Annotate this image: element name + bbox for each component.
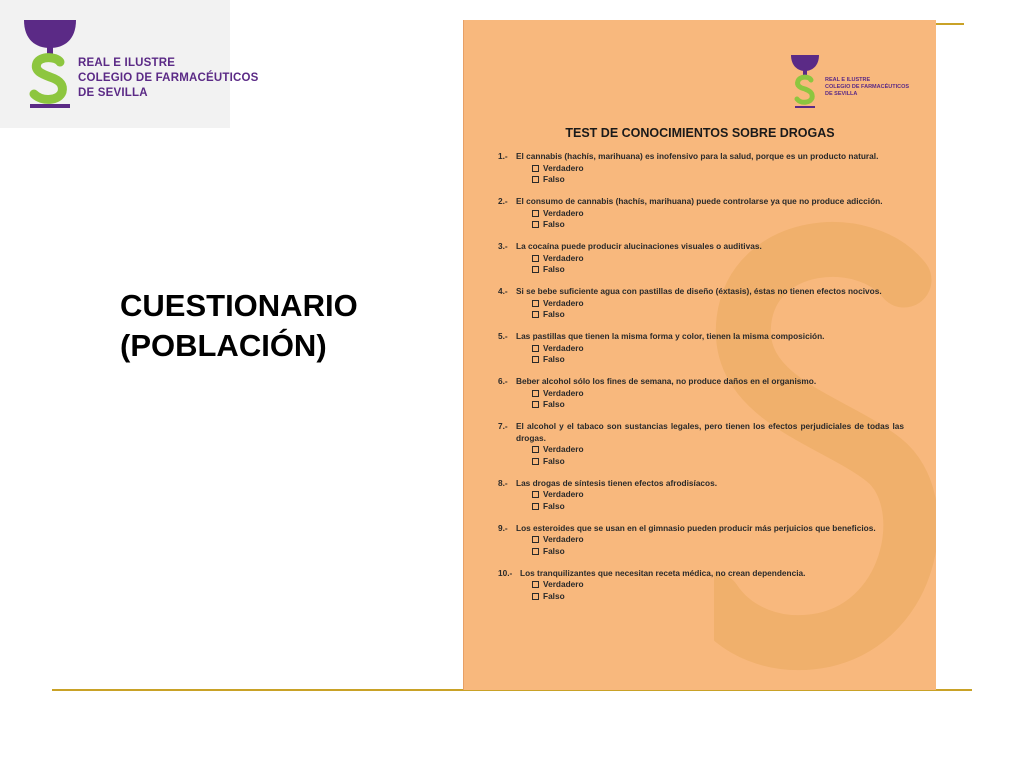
- question-text: Las pastillas que tienen la misma forma y color, tienen la misma composición.: [516, 331, 825, 341]
- option-label: Falso: [543, 354, 565, 364]
- checkbox-icon[interactable]: [532, 345, 539, 352]
- question-text-row: [498, 478, 904, 490]
- pharmacy-cup-s-icon: [22, 18, 78, 110]
- question-number: 3.-: [498, 241, 508, 251]
- option-false[interactable]: [532, 399, 904, 411]
- option-false[interactable]: [532, 219, 904, 231]
- college-name: [78, 56, 259, 101]
- question-item: [498, 241, 904, 276]
- option-label: Verdadero: [543, 489, 584, 499]
- question-number: 6.-: [498, 376, 508, 386]
- checkbox-icon[interactable]: [532, 165, 539, 172]
- document-college-name: [825, 77, 909, 98]
- document-college-name-line1: REAL E ILUSTRE: [825, 77, 871, 83]
- slide-title-line2: (POBLACIÓN): [120, 328, 327, 363]
- document-college-name-line2: COLEGIO DE FARMACÉUTICOS: [825, 84, 910, 90]
- option-label: Verdadero: [543, 252, 584, 263]
- question-text-row: [498, 241, 904, 253]
- question-text: Las drogas de síntesis tienen efectos afrodisíacos.: [516, 477, 718, 488]
- option-label: Falso: [543, 590, 565, 601]
- option-false[interactable]: [532, 174, 904, 186]
- option-label: Verdadero: [543, 444, 584, 454]
- question-text-row: [498, 421, 904, 444]
- question-number: 4.-: [498, 286, 508, 296]
- option-true[interactable]: [532, 489, 904, 501]
- college-name-line2: COLEGIO DE FARMACÉUTICOS: [78, 72, 259, 84]
- checkbox-icon[interactable]: [532, 266, 539, 273]
- question-text: El alcohol y el tabaco son sustancias legales, pero tienen los efectos perjudiciales de todas las drogas.: [516, 421, 904, 443]
- option-label: Falso: [543, 264, 565, 274]
- question-text-row: [498, 196, 904, 208]
- option-label: Falso: [543, 309, 565, 319]
- college-name-line3: DE SEVILLA: [78, 87, 148, 99]
- option-true[interactable]: [532, 444, 904, 456]
- question-number: 5.-: [498, 331, 508, 341]
- question-text-row: [498, 151, 904, 163]
- question-number: 8.-: [498, 477, 508, 488]
- option-false[interactable]: [532, 456, 904, 468]
- option-label: Verdadero: [543, 207, 584, 218]
- option-label: Verdadero: [543, 387, 584, 398]
- question-item: [498, 286, 904, 321]
- option-label: Verdadero: [543, 579, 584, 589]
- option-true[interactable]: [532, 163, 904, 175]
- option-true[interactable]: [532, 343, 904, 355]
- option-label: Falso: [543, 174, 565, 184]
- question-number: 7.-: [498, 421, 508, 431]
- checkbox-icon[interactable]: [532, 255, 539, 262]
- checkbox-icon[interactable]: [532, 356, 539, 363]
- question-text-row: [498, 331, 904, 343]
- option-false[interactable]: [532, 546, 904, 558]
- college-name-line1: REAL E ILUSTRE: [78, 57, 176, 69]
- test-title: TEST DE CONOCIMIENTOS SOBRE DROGAS: [565, 126, 835, 140]
- slide-title-line1: CUESTIONARIO: [120, 288, 358, 323]
- question-text-row: [498, 568, 904, 580]
- college-logo: [0, 0, 259, 128]
- checkbox-icon[interactable]: [532, 458, 539, 465]
- question-text: Si se bebe suficiente agua con pastillas de diseño (éxtasis), éstas no tienen efectos nocivos.: [516, 286, 882, 296]
- option-false[interactable]: [532, 591, 904, 603]
- questionnaire-page: [463, 20, 936, 690]
- checkbox-icon[interactable]: [532, 536, 539, 543]
- question-text: Los tranquilizantes que necesitan receta médica, no crean dependencia.: [520, 567, 806, 578]
- checkbox-icon[interactable]: [532, 221, 539, 228]
- question-item: [498, 421, 904, 467]
- option-true[interactable]: [532, 208, 904, 220]
- option-label: Verdadero: [543, 162, 584, 173]
- question-text: Beber alcohol sólo los fines de semana, no produce daños en el organismo.: [516, 376, 817, 386]
- checkbox-icon[interactable]: [532, 401, 539, 408]
- checkbox-icon[interactable]: [532, 581, 539, 588]
- checkbox-icon[interactable]: [532, 311, 539, 318]
- option-label: Verdadero: [543, 297, 584, 308]
- checkbox-icon[interactable]: [532, 176, 539, 183]
- option-false[interactable]: [532, 501, 904, 513]
- checkbox-icon[interactable]: [532, 548, 539, 555]
- question-text: El consumo de cannabis (hachís, marihuana) puede controlarse ya que no produce adicción.: [516, 196, 883, 206]
- document-college-name-line3: DE SEVILLA: [825, 91, 858, 97]
- option-label: Falso: [543, 455, 565, 466]
- document-logo-icon: [790, 54, 820, 110]
- question-list: [498, 151, 904, 613]
- question-item: [498, 568, 904, 603]
- question-item: [498, 478, 904, 513]
- option-label: Falso: [543, 219, 565, 229]
- option-true[interactable]: [532, 388, 904, 400]
- question-text-row: [498, 286, 904, 298]
- option-false[interactable]: [532, 309, 904, 321]
- option-false[interactable]: [532, 354, 904, 366]
- question-item: [498, 151, 904, 186]
- option-false[interactable]: [532, 264, 904, 276]
- question-item: [498, 196, 904, 231]
- option-label: Falso: [543, 545, 565, 556]
- question-number: 9.-: [498, 522, 508, 533]
- checkbox-icon[interactable]: [532, 593, 539, 600]
- question-item: [498, 523, 904, 558]
- option-label: Falso: [543, 399, 565, 409]
- checkbox-icon[interactable]: [532, 210, 539, 217]
- option-label: Verdadero: [543, 534, 584, 544]
- question-number: 2.-: [498, 196, 508, 206]
- question-number: 10.-: [498, 567, 513, 578]
- checkbox-icon[interactable]: [532, 503, 539, 510]
- option-true[interactable]: [532, 579, 904, 591]
- question-item: [498, 376, 904, 411]
- option-true[interactable]: [532, 534, 904, 546]
- checkbox-icon[interactable]: [532, 446, 539, 453]
- option-label: Verdadero: [543, 342, 584, 353]
- question-text: Los esteroides que se usan en el gimnasio pueden producir más perjuicios que beneficios.: [516, 522, 876, 533]
- checkbox-icon[interactable]: [532, 300, 539, 307]
- option-label: Falso: [543, 500, 565, 511]
- slide-title: [120, 286, 358, 366]
- question-text: El cannabis (hachís, marihuana) es inofensivo para la salud, porque es un producto natural.: [516, 151, 879, 161]
- checkbox-icon[interactable]: [532, 491, 539, 498]
- option-true[interactable]: [532, 298, 904, 310]
- question-item: [498, 331, 904, 366]
- checkbox-icon[interactable]: [532, 390, 539, 397]
- question-text-row: [498, 523, 904, 535]
- question-number: 1.-: [498, 151, 508, 161]
- question-text-row: [498, 376, 904, 388]
- question-text: La cocaína puede producir alucinaciones visuales o auditivas.: [516, 241, 762, 251]
- option-true[interactable]: [532, 253, 904, 265]
